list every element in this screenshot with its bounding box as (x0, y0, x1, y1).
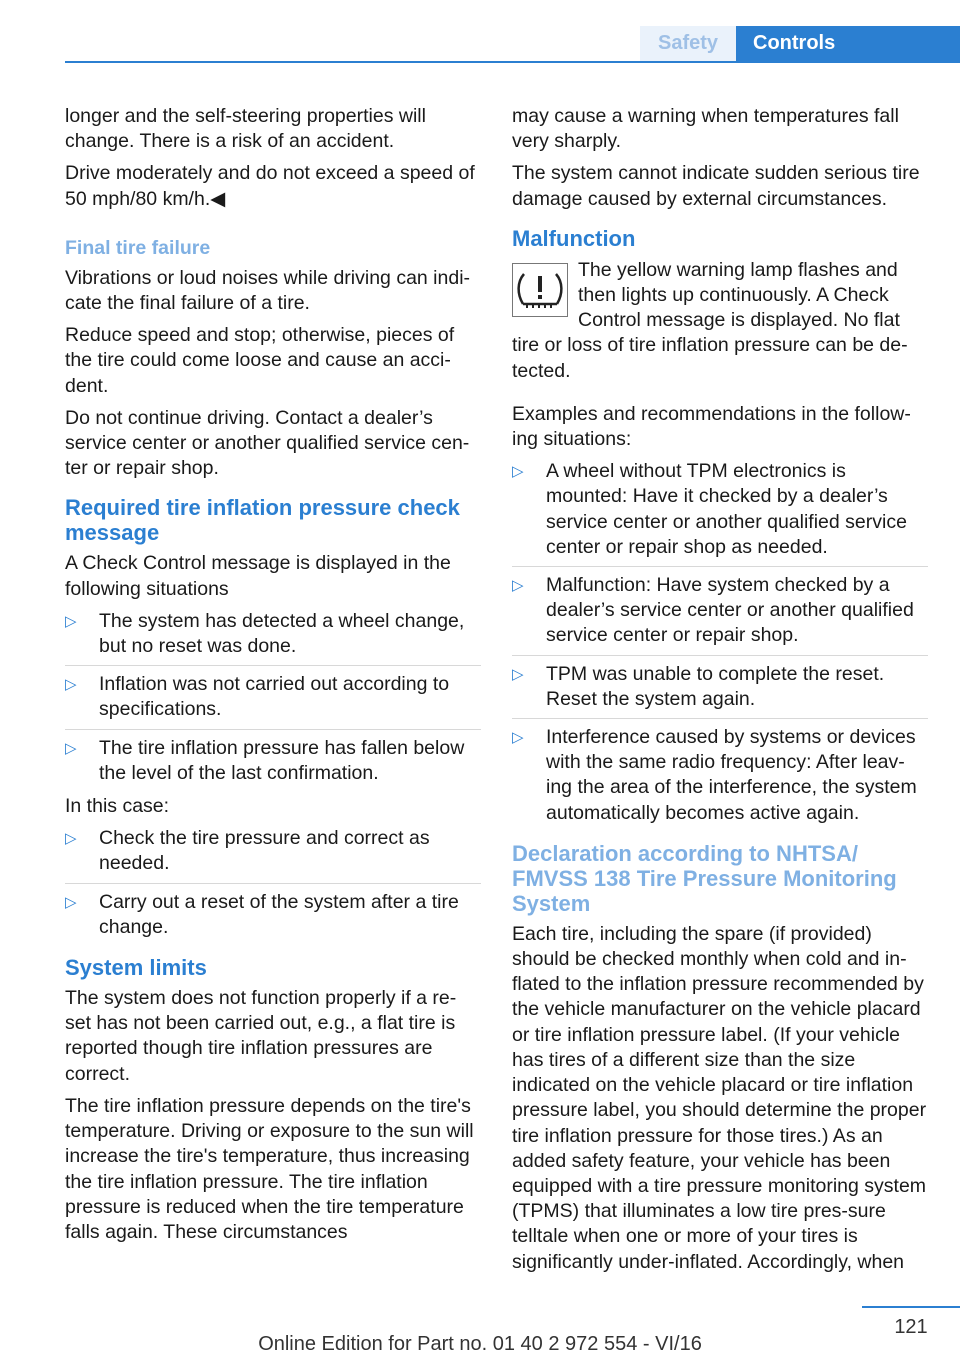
header-tab-controls: Controls (736, 26, 960, 61)
footer-rule (862, 1306, 960, 1308)
paragraph: may cause a warning when temperatures fall very sharply. (512, 105, 899, 153)
paragraph: Drive moderately and do not exceed a speed of 50 mph/80 km/h.◀ (65, 162, 475, 210)
triangle-right-icon: ▷ (512, 729, 524, 747)
paragraph: Vibrations or loud noises while driving can indi-cate the final failure of a tire. (65, 266, 471, 315)
list-item: ▷ The tire inflation pressure has fallen below the level of the last confirmation. (65, 736, 465, 784)
list-item: ▷ Inflation was not carried out according to specifications. (65, 672, 481, 729)
system-limits-heading: System limits (65, 955, 207, 981)
left-column (65, 104, 481, 1252)
declaration-heading: Declaration according to NHTSA/ FMVSS 138 Tire Pressure Monitoring System (512, 840, 897, 916)
paragraph: Examples and recommendations in the follow-ing situations: (512, 402, 911, 451)
paragraph: Reduce speed and stop; otherwise, pieces of the tire could come loose and cause an acci-dent. (65, 324, 455, 397)
right-column (512, 104, 928, 1282)
paragraph: In this case: (65, 795, 170, 818)
list-item: ▷ Check the tire pressure and correct as needed. (65, 826, 481, 883)
paragraph: Each tire, including the spare (if provided) should be checked monthly when cold and in-flated to the inflation pressure recommended by the vehicle manufacturer on the vehicle placard or tire inflation pressure label. (If your vehicle has tires of a different size than the size indicated on the vehicle placard or tire inflation pressure label, you should determine the proper tire inflation pressure for those tires.) As an added safety feature, your vehicle has been equipped with a tire pressure monitoring system (TPMS) that illuminates a low tire pres-sure telltale when one or more of your tires is significantly under-inflated. Accordingly, when (512, 922, 927, 1273)
paragraph: The yellow warning lamp flashes and then lights up continuously. A Check Control message is displayed. No flat tire or loss of tire inflation pressure can be de-tected. (512, 258, 908, 382)
header-tab-safety: Safety (640, 26, 736, 61)
list-item: ▷ Interference caused by systems or devices with the same radio frequency: After leav-ing the area of the interference, the system automatically becomes active again. (512, 726, 917, 824)
case-list (65, 826, 481, 941)
triangle-right-icon: ▷ (65, 893, 77, 911)
paragraph: A Check Control message is displayed in the following situations (65, 552, 451, 600)
paragraph: longer and the self-steering properties will change. There is a risk of an accident. (65, 105, 426, 153)
list-item: ▷ The system has detected a wheel change, but no reset was done. (65, 609, 481, 666)
malfunction-heading: Malfunction (512, 225, 636, 251)
tire-pressure-warning-icon (512, 263, 568, 317)
paragraph: The tire inflation pressure depends on the tire's temperature. Driving or exposure to the sun will increase the tire's temperature, thus increasing the tire inflation pressure. The tire inflation pressure is reduced when the tire temperature falls again. These circumstances (65, 1094, 474, 1243)
examples-list (512, 459, 928, 827)
required-situations-list (65, 609, 481, 787)
list-item: ▷ A wheel without TPM electronics is mounted: Have it checked by a dealer’s service center or another qualified service center or repair shop as needed. (512, 459, 928, 567)
required-check-heading: Required tire inflation pressure check message (65, 495, 460, 546)
triangle-right-icon: ▷ (512, 665, 524, 683)
paragraph: Do not continue driving. Contact a dealer’s service center or another qualified service cen-ter or repair shop. (65, 406, 470, 480)
final-tire-failure-heading: Final tire failure (65, 236, 211, 259)
paragraph: The system cannot indicate sudden serious tire damage caused by external circumstances. (512, 162, 920, 210)
list-item: ▷ TPM was unable to complete the reset. Reset the system again. (512, 662, 928, 719)
paragraph: The system does not function properly if a re-set has not been carried out, e.g., a flat tire is reported though tire inflation pressures are correct. (65, 987, 457, 1085)
list-item: ▷ Malfunction: Have system checked by a dealer’s service center or another qualified service center or repair shop. (512, 573, 928, 656)
page-number: 121 (894, 1316, 928, 1338)
triangle-right-icon: ▷ (512, 577, 524, 595)
footer-edition: Online Edition for Part no. 01 40 2 972 554 - VI/16 (258, 1333, 702, 1355)
triangle-right-icon: ▷ (65, 676, 77, 694)
triangle-right-icon: ▷ (512, 463, 524, 481)
triangle-right-icon: ▷ (65, 830, 77, 848)
triangle-right-icon: ▷ (65, 612, 77, 630)
triangle-right-icon: ▷ (65, 739, 77, 757)
header-rule (65, 61, 960, 63)
list-item: ▷ Carry out a reset of the system after a tire change. (65, 890, 459, 938)
